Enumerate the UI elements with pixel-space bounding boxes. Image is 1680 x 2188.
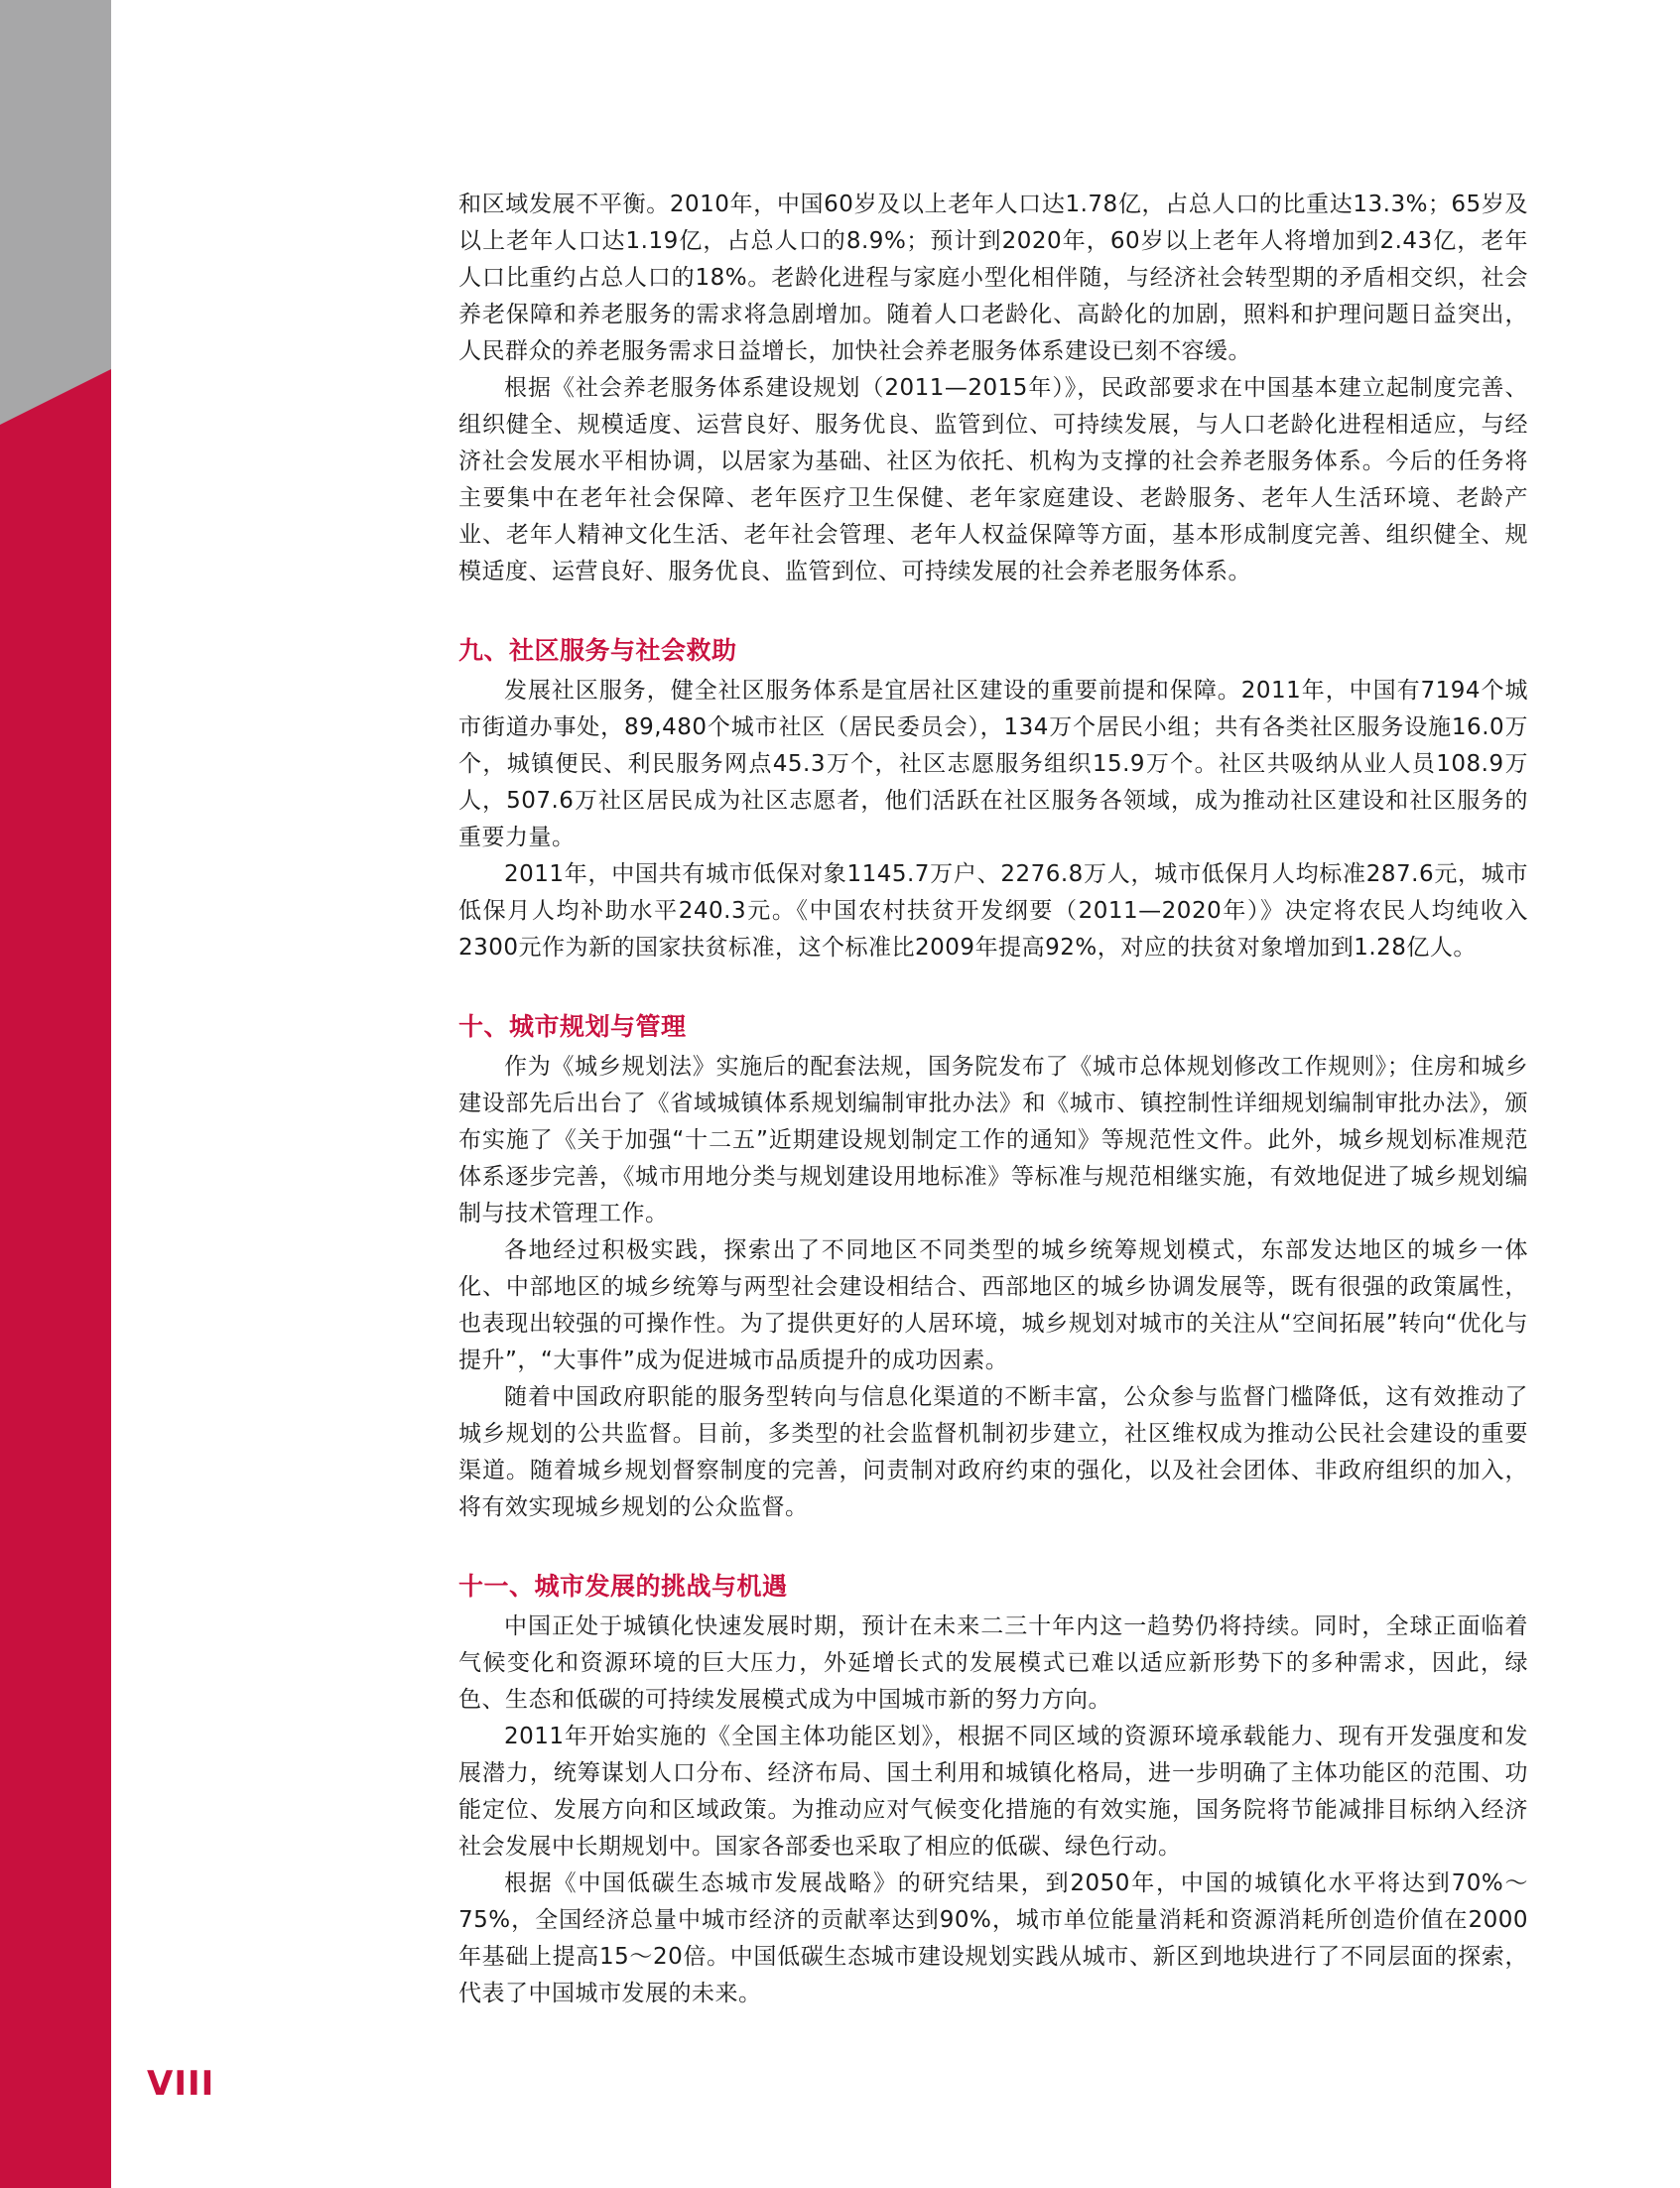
section-11-paragraph-1: 中国正处于城镇化快速发展时期，预计在未来二三十年内这一趋势仍将持续。同时，全球正面临着气候变化和资源环境的巨大压力，外延增长式的发展模式已难以适应新形势下的多种需求，因此，绿色、生态和低碳的可持续发展模式成为中国城市新的努力方向。 bbox=[458, 1613, 1528, 1713]
page-number: VIII bbox=[147, 2064, 215, 2104]
section-11-heading: 十一、城市发展的挑战与机遇 bbox=[458, 1572, 788, 1601]
section-11-paragraph-2: 2011年开始实施的《全国主体功能区划》，根据不同区域的资源环境承载能力、现有开发强度和发展潜力，统筹谋划人口分布、经济布局、国土利用和城镇化格局，进一步明确了主体功能区的范围、功能定位、发展方向和区域政策。为推动应对气候变化措施的有效实施，国务院将节能减排目标纳入经济社会发展中长期规划中。国家各部委也采取了相应的低碳、绿色行动。 bbox=[458, 1724, 1528, 1860]
section-9-heading: 九、社区服务与社会救助 bbox=[458, 636, 737, 665]
section-10-heading: 十、城市规划与管理 bbox=[458, 1012, 687, 1041]
intro-paragraph-1: 和区域发展不平衡。2010年，中国60岁及以上老年人口达1.78亿，占总人口的比重达13.3%；65岁及以上老年人口达1.19亿，占总人口的8.9%；预计到2020年，60岁以上老年人将增加到2.43亿，老年人口比重约占总人口的18%。老龄化进程与家庭小型化相伴随，与经济社会转型期的矛盾相交织，社会养老保障和养老服务的需求将急剧增加。随着人口老龄化、高龄化的加剧，照料和护理问题日益突出，人民群众的养老服务需求日益增长，加快社会养老服务体系建设已刻不容缓。 bbox=[458, 192, 1528, 364]
article-body bbox=[458, 187, 1528, 2012]
section-9-paragraph-1: 发展社区服务，健全社区服务体系是宜居社区建设的重要前提和保障。2011年，中国有7194个城市街道办事处，89,480个城市社区（居民委员会），134万个居民小组；共有各类社区服务设施16.0万个，城镇便民、利民服务网点45.3万个，社区志愿服务组织15.9万个。社区共吸纳从业人员108.9万人，507.6万社区居民成为社区志愿者，他们活跃在社区服务各领域，成为推动社区建设和社区服务的重要力量。 bbox=[458, 678, 1528, 850]
section-10-paragraph-1: 作为《城乡规划法》实施后的配套法规，国务院发布了《城市总体规划修改工作规则》；住房和城乡建设部先后出台了《省域城镇体系规划编制审批办法》和《城市、镇控制性详细规划编制审批办法》，颁布实施了《关于加强“十二五”近期建设规划制定工作的通知》等规范性文件。此外，城乡规划标准规范体系逐步完善，《城市用地分类与规划建设用地标准》等标准与规范相继实施，有效地促进了城乡规划编制与技术管理工作。 bbox=[458, 1054, 1528, 1226]
section-10-paragraph-3: 随着中国政府职能的服务型转向与信息化渠道的不断丰富，公众参与监督门槛降低，这有效推动了城乡规划的公共监督。目前，多类型的社会监督机制初步建立，社区维权成为推动公民社会建设的重要渠道。随着城乡规划督察制度的完善，问责制对政府约束的强化，以及社会团体、非政府组织的加入，将有效实现城乡规划的公众监督。 bbox=[458, 1384, 1528, 1520]
side-color-band bbox=[0, 0, 111, 2188]
side-band-gray bbox=[0, 0, 111, 425]
section-9-paragraph-2: 2011年，中国共有城市低保对象1145.7万户、2276.8万人，城市低保月人均标准287.6元，城市低保月人均补助水平240.3元。《中国农村扶贫开发纲要（2011—2020年）》决定将农民人均纯收入2300元作为新的国家扶贫标准，这个标准比2009年提高92%，对应的扶贫对象增加到1.28亿人。 bbox=[458, 861, 1528, 961]
section-10-paragraph-2: 各地经过积极实践，探索出了不同地区不同类型的城乡统筹规划模式，东部发达地区的城乡一体化、中部地区的城乡统筹与两型社会建设相结合、西部地区的城乡协调发展等，既有很强的政策属性，也表现出较强的可操作性。为了提供更好的人居环境，城乡规划对城市的关注从“空间拓展”转向“优化与提升”，“大事件”成为促进城市品质提升的成功因素。 bbox=[458, 1237, 1528, 1373]
intro-paragraph-2: 根据《社会养老服务体系建设规划（2011—2015年）》，民政部要求在中国基本建立起制度完善、组织健全、规模适度、运营良好、服务优良、监管到位、可持续发展，与人口老龄化进程相适应，与经济社会发展水平相协调，以居家为基础、社区为依托、机构为支撑的社会养老服务体系。今后的任务将主要集中在老年社会保障、老年医疗卫生保健、老年家庭建设、老龄服务、老年人生活环境、老龄产业、老年人精神文化生活、老年社会管理、老年人权益保障等方面，基本形成制度完善、组织健全、规模适度、运营良好、服务优良、监管到位、可持续发展的社会养老服务体系。 bbox=[458, 375, 1528, 584]
section-11-paragraph-3: 根据《中国低碳生态城市发展战略》的研究结果，到2050年，中国的城镇化水平将达到70%～75%，全国经济总量中城市经济的贡献率达到90%，城市单位能量消耗和资源消耗所创造价值在2000年基础上提高15～20倍。中国低碳生态城市建设规划实践从城市、新区到地块进行了不同层面的探索，代表了中国城市发展的未来。 bbox=[458, 1870, 1528, 2006]
